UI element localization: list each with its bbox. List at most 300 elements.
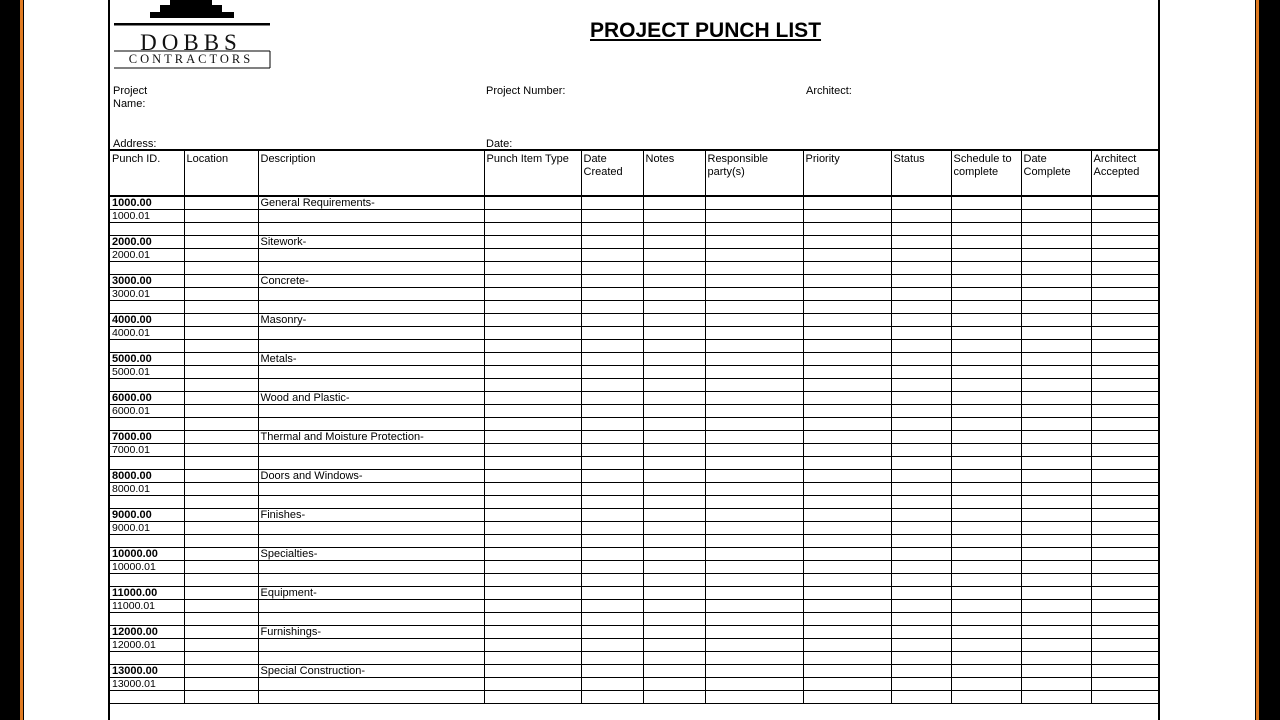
blank-row (110, 223, 1160, 236)
table-cell (705, 301, 803, 314)
table-cell (484, 275, 581, 288)
project-name-label: Project Name: (113, 85, 148, 110)
table-cell (258, 561, 484, 574)
table-cell (258, 340, 484, 353)
table-cell (184, 262, 258, 275)
table-cell (803, 652, 891, 665)
table-cell (803, 561, 891, 574)
table-cell (184, 652, 258, 665)
punch-id-cell: 4000.00 (110, 314, 184, 327)
table-cell (705, 340, 803, 353)
table-cell (891, 509, 951, 522)
table-cell (951, 379, 1021, 392)
table-cell (705, 587, 803, 600)
table-cell (484, 691, 581, 704)
table-cell (643, 288, 705, 301)
table-cell (803, 574, 891, 587)
table-cell (951, 548, 1021, 561)
section-row (110, 665, 1160, 678)
table-cell (705, 249, 803, 262)
blank-row (110, 379, 1160, 392)
table-cell (258, 210, 484, 223)
table-cell (643, 652, 705, 665)
table-cell (891, 210, 951, 223)
table-cell (643, 587, 705, 600)
table-cell (484, 431, 581, 444)
punch-id-cell: 10000.00 (110, 548, 184, 561)
table-cell (1021, 288, 1091, 301)
punch-id-cell: 1000.00 (110, 196, 184, 210)
table-cell (258, 600, 484, 613)
table-cell (803, 236, 891, 249)
table-cell (803, 496, 891, 509)
table-cell (1091, 301, 1160, 314)
table-cell (1021, 691, 1091, 704)
column-header: Priority (803, 150, 891, 196)
punch-id-cell: 6000.00 (110, 392, 184, 405)
table-cell (643, 509, 705, 522)
table-cell (643, 639, 705, 652)
table-cell (643, 210, 705, 223)
table-cell (891, 288, 951, 301)
punch-id-cell: 5000.00 (110, 353, 184, 366)
table-cell (643, 691, 705, 704)
table-cell (258, 535, 484, 548)
table-cell (705, 665, 803, 678)
punch-sub-id-cell: 12000.01 (110, 639, 184, 652)
table-cell (484, 613, 581, 626)
table-cell (803, 223, 891, 236)
table-cell (705, 678, 803, 691)
column-header: Responsible party(s) (705, 150, 803, 196)
table-cell (1091, 353, 1160, 366)
table-cell (891, 678, 951, 691)
table-cell (184, 457, 258, 470)
punch-sub-id-cell: 2000.01 (110, 249, 184, 262)
table-cell (184, 301, 258, 314)
table-cell (184, 327, 258, 340)
table-cell (484, 509, 581, 522)
table-cell (184, 678, 258, 691)
table-cell (258, 262, 484, 275)
table-cell (803, 665, 891, 678)
table-cell (643, 665, 705, 678)
table-cell (184, 483, 258, 496)
table-cell (484, 301, 581, 314)
table-cell (803, 262, 891, 275)
table-cell (581, 470, 643, 483)
table-cell (1091, 236, 1160, 249)
table-cell (705, 314, 803, 327)
sub-item-row (110, 444, 1160, 457)
table-cell (484, 418, 581, 431)
sub-item-row (110, 327, 1160, 340)
table-cell (1021, 678, 1091, 691)
table-cell (484, 652, 581, 665)
description-cell: Specialties- (258, 548, 484, 561)
column-header: Notes (643, 150, 705, 196)
table-cell (705, 626, 803, 639)
table-cell (1091, 652, 1160, 665)
table-cell (891, 379, 951, 392)
table-cell (110, 223, 184, 236)
punch-id-cell: 9000.00 (110, 509, 184, 522)
table-cell (484, 561, 581, 574)
table-cell (891, 470, 951, 483)
blank-row (110, 613, 1160, 626)
table-cell (1021, 223, 1091, 236)
table-cell (184, 379, 258, 392)
table-cell (705, 574, 803, 587)
table-cell (184, 535, 258, 548)
table-cell (484, 236, 581, 249)
table-cell (951, 587, 1021, 600)
punch-sub-id-cell: 10000.01 (110, 561, 184, 574)
table-cell (705, 392, 803, 405)
section-row (110, 548, 1160, 561)
table-cell (951, 327, 1021, 340)
table-cell (484, 574, 581, 587)
table-cell (484, 210, 581, 223)
table-cell (891, 366, 951, 379)
sub-item-row (110, 522, 1160, 535)
punch-sub-id-cell: 3000.01 (110, 288, 184, 301)
table-cell (803, 353, 891, 366)
table-cell (484, 600, 581, 613)
table-cell (891, 418, 951, 431)
table-cell (581, 548, 643, 561)
table-cell (1021, 301, 1091, 314)
table-cell (581, 379, 643, 392)
table-cell (581, 353, 643, 366)
table-cell (803, 691, 891, 704)
table-cell (1021, 652, 1091, 665)
table-cell (1091, 314, 1160, 327)
table-cell (258, 223, 484, 236)
table-cell (803, 587, 891, 600)
description-cell: General Requirements- (258, 196, 484, 210)
table-cell (705, 262, 803, 275)
table-cell (258, 444, 484, 457)
table-cell (1021, 327, 1091, 340)
table-cell (581, 678, 643, 691)
table-cell (891, 353, 951, 366)
table-cell (484, 366, 581, 379)
table-cell (951, 249, 1021, 262)
table-cell (891, 626, 951, 639)
table-cell (484, 548, 581, 561)
table-cell (891, 314, 951, 327)
description-cell: Finishes- (258, 509, 484, 522)
punch-sub-id-cell: 5000.01 (110, 366, 184, 379)
table-cell (258, 301, 484, 314)
table-cell (184, 353, 258, 366)
table-cell (1091, 431, 1160, 444)
section-row (110, 236, 1160, 249)
table-cell (891, 301, 951, 314)
table-cell (581, 574, 643, 587)
blank-row (110, 535, 1160, 548)
table-cell (1021, 366, 1091, 379)
table-cell (951, 470, 1021, 483)
table-cell (803, 483, 891, 496)
table-cell (1021, 196, 1091, 210)
table-cell (1091, 535, 1160, 548)
table-cell (1021, 561, 1091, 574)
table-cell (643, 522, 705, 535)
table-cell (803, 196, 891, 210)
table-cell (891, 196, 951, 210)
table-cell (184, 249, 258, 262)
table-cell (951, 340, 1021, 353)
table-cell (184, 196, 258, 210)
table-cell (951, 574, 1021, 587)
document-page (24, 0, 1255, 720)
table-cell (184, 561, 258, 574)
table-cell (1021, 587, 1091, 600)
table-cell (1021, 379, 1091, 392)
table-cell (484, 678, 581, 691)
table-cell (581, 483, 643, 496)
table-cell (951, 314, 1021, 327)
table-cell (705, 613, 803, 626)
table-cell (951, 301, 1021, 314)
logo-company-subtitle: CONTRACTORS (128, 52, 254, 66)
table-cell (891, 444, 951, 457)
table-cell (951, 444, 1021, 457)
table-cell (1021, 340, 1091, 353)
table-cell (258, 496, 484, 509)
table-cell (484, 587, 581, 600)
table-cell (484, 457, 581, 470)
table-cell (184, 613, 258, 626)
table-cell (1091, 223, 1160, 236)
table-cell (705, 405, 803, 418)
table-cell (581, 262, 643, 275)
description-cell: Special Construction- (258, 665, 484, 678)
table-cell (581, 561, 643, 574)
table-cell (1091, 470, 1160, 483)
description-cell: Equipment- (258, 587, 484, 600)
table-cell (803, 613, 891, 626)
table-cell (484, 535, 581, 548)
table-cell (705, 418, 803, 431)
table-cell (951, 509, 1021, 522)
table-cell (1021, 600, 1091, 613)
table-cell (581, 223, 643, 236)
table-cell (484, 223, 581, 236)
table-cell (110, 535, 184, 548)
table-cell (803, 522, 891, 535)
table-cell (803, 509, 891, 522)
table-cell (581, 639, 643, 652)
table-cell (643, 301, 705, 314)
table-cell (184, 444, 258, 457)
table-cell (803, 431, 891, 444)
table-cell (258, 379, 484, 392)
punch-id-cell: 13000.00 (110, 665, 184, 678)
table-cell (484, 665, 581, 678)
table-cell (643, 379, 705, 392)
table-cell (1021, 626, 1091, 639)
table-cell (1091, 522, 1160, 535)
table-cell (484, 327, 581, 340)
table-cell (581, 652, 643, 665)
punch-id-cell: 11000.00 (110, 587, 184, 600)
table-cell (803, 418, 891, 431)
table-cell (258, 574, 484, 587)
table-cell (643, 600, 705, 613)
table-cell (891, 535, 951, 548)
blank-row (110, 652, 1160, 665)
punch-id-cell: 2000.00 (110, 236, 184, 249)
table-cell (581, 509, 643, 522)
table-cell (1021, 574, 1091, 587)
company-logo (112, 0, 272, 72)
table-cell (1091, 262, 1160, 275)
table-cell (705, 288, 803, 301)
table-cell (1091, 288, 1160, 301)
logo-frame-lines (112, 0, 272, 72)
table-cell (184, 314, 258, 327)
table-cell (951, 196, 1021, 210)
table-cell (1091, 444, 1160, 457)
description-cell: Thermal and Moisture Protection- (258, 431, 484, 444)
table-cell (1021, 262, 1091, 275)
table-cell (581, 691, 643, 704)
column-header: Punch ID. (110, 150, 184, 196)
table-cell (184, 587, 258, 600)
table-cell (951, 353, 1021, 366)
table-cell (643, 340, 705, 353)
column-header: Date Complete (1021, 150, 1091, 196)
table-cell (184, 548, 258, 561)
table-cell (184, 496, 258, 509)
table-cell (803, 314, 891, 327)
table-cell (484, 522, 581, 535)
table-cell (184, 431, 258, 444)
table-cell (110, 262, 184, 275)
table-cell (643, 275, 705, 288)
table-cell (184, 522, 258, 535)
table-cell (184, 691, 258, 704)
table-cell (891, 431, 951, 444)
table-cell (705, 210, 803, 223)
column-header: Schedule to complete (951, 150, 1021, 196)
table-cell (891, 223, 951, 236)
blank-row (110, 301, 1160, 314)
table-cell (891, 548, 951, 561)
table-cell (891, 340, 951, 353)
sub-item-row (110, 288, 1160, 301)
table-cell (1091, 600, 1160, 613)
table-cell (184, 236, 258, 249)
section-row (110, 626, 1160, 639)
table-cell (484, 392, 581, 405)
table-cell (803, 678, 891, 691)
address-label: Address: (113, 138, 157, 150)
table-cell (643, 314, 705, 327)
table-cell (1021, 613, 1091, 626)
table-cell (484, 405, 581, 418)
table-cell (258, 483, 484, 496)
table-cell (643, 223, 705, 236)
table-cell (951, 626, 1021, 639)
table-cell (705, 236, 803, 249)
punch-id-cell: 3000.00 (110, 275, 184, 288)
table-cell (1091, 340, 1160, 353)
section-row (110, 196, 1160, 210)
table-cell (1021, 548, 1091, 561)
table-cell (1021, 639, 1091, 652)
column-header: Description (258, 150, 484, 196)
table-cell (1021, 665, 1091, 678)
column-header: Date Created (581, 150, 643, 196)
table-cell (581, 535, 643, 548)
table-cell (891, 392, 951, 405)
table-cell (1021, 392, 1091, 405)
table-cell (891, 457, 951, 470)
punch-sub-id-cell: 13000.01 (110, 678, 184, 691)
table-cell (581, 613, 643, 626)
table-cell (484, 470, 581, 483)
table-cell (803, 626, 891, 639)
table-cell (184, 288, 258, 301)
table-cell (643, 483, 705, 496)
architect-label: Architect: (806, 85, 852, 97)
table-cell (110, 691, 184, 704)
table-cell (184, 639, 258, 652)
table-cell (184, 509, 258, 522)
table-cell (705, 548, 803, 561)
table-cell (951, 483, 1021, 496)
table-cell (1021, 431, 1091, 444)
table-cell (1091, 496, 1160, 509)
punch-sub-id-cell: 8000.01 (110, 483, 184, 496)
table-cell (643, 535, 705, 548)
table-cell (803, 405, 891, 418)
table-cell (484, 262, 581, 275)
page-title: PROJECT PUNCH LIST (590, 19, 822, 42)
table-cell (705, 561, 803, 574)
table-cell (110, 457, 184, 470)
table-cell (891, 275, 951, 288)
table-cell (484, 379, 581, 392)
table-cell (705, 509, 803, 522)
table-cell (1091, 210, 1160, 223)
table-cell (184, 275, 258, 288)
table-cell (803, 548, 891, 561)
logo-company-name: DOBBS (140, 30, 242, 55)
table-cell (643, 678, 705, 691)
blank-row (110, 691, 1160, 704)
section-row (110, 275, 1160, 288)
table-cell (705, 457, 803, 470)
table-cell (891, 496, 951, 509)
table-cell (705, 522, 803, 535)
table-cell (581, 196, 643, 210)
table-cell (951, 418, 1021, 431)
table-cell (581, 314, 643, 327)
table-cell (803, 457, 891, 470)
table-cell (891, 652, 951, 665)
description-cell: Wood and Plastic- (258, 392, 484, 405)
table-cell (951, 275, 1021, 288)
table-cell (581, 457, 643, 470)
table-cell (258, 613, 484, 626)
punch-sub-id-cell: 6000.01 (110, 405, 184, 418)
table-cell (258, 418, 484, 431)
